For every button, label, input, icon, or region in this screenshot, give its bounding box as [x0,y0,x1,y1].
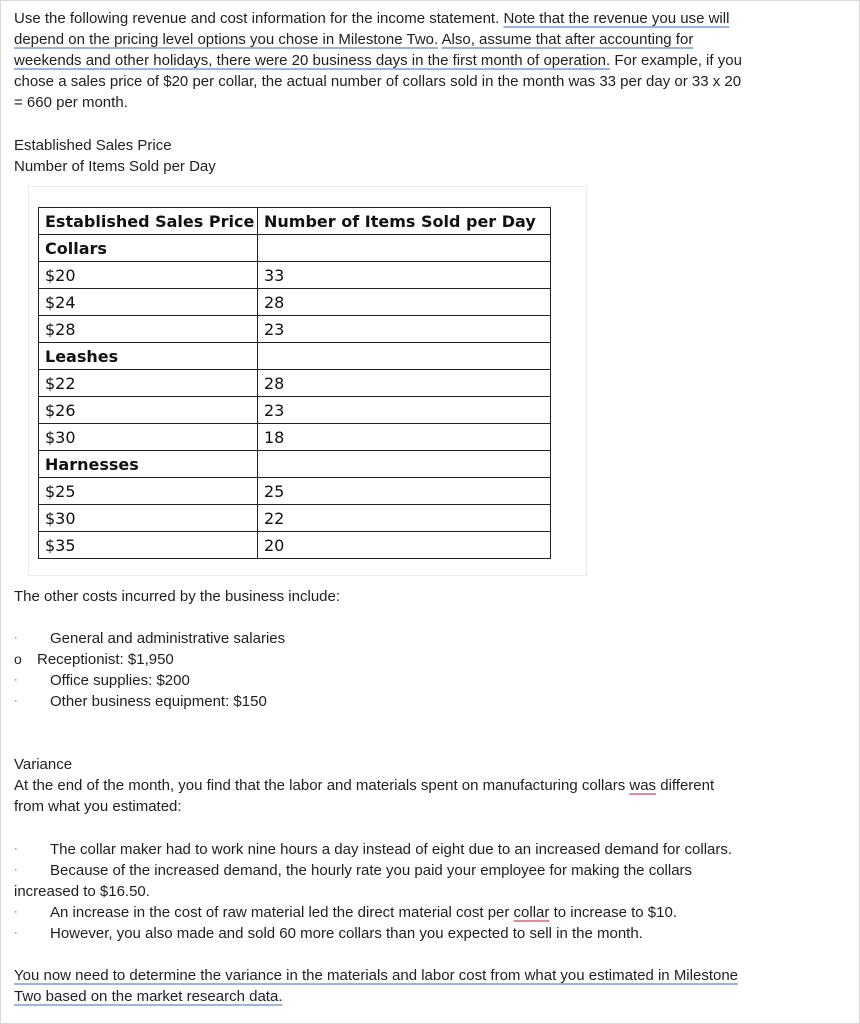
pricing-table [38,207,551,559]
empty-cell [258,343,551,370]
price-cell: $26 [39,397,258,424]
column-header: Number of Items Sold per Day [258,208,551,235]
list-item-continuation: increased to $16.50. [14,883,150,900]
label-items-per-day: Number of Items Sold per Day [14,158,216,175]
intro-paragraph [14,8,849,113]
bullet-marker: · [14,927,18,939]
variance-text: At the end of the month, you find that the labor and materials spent on manufacturing collars [14,777,630,794]
bullet-marker: · [14,864,18,876]
qty-cell: 18 [258,424,551,451]
table-row [39,532,551,559]
table-row [39,262,551,289]
bullet-marker: · [14,843,18,855]
column-header: Established Sales Price [39,208,258,235]
intro-highlight: Note that the revenue you use will [503,10,730,27]
qty-cell: 23 [258,397,551,424]
bullet-marker: · [14,906,18,918]
other-costs-intro: The other costs incurred by the business include: [14,588,341,605]
intro-text: chose a sales price of $20 per collar, the actual number of collars sold in the month was 33 per day or 33 x 20 [14,73,742,90]
table-row [39,370,551,397]
table-row [39,316,551,343]
list-item-text: An increase in the cost of raw material led the direct material cost per [50,904,514,921]
table-row [39,289,551,316]
empty-cell [258,451,551,478]
table-row [39,397,551,424]
spellcheck-word: was [629,777,657,794]
price-cell: $30 [39,424,258,451]
table-row [39,505,551,532]
intro-highlight: weekends and other holidays, there were 20 business days in the first month of operation. [14,52,611,69]
table-header-row [39,208,551,235]
list-item-text: Other business equipment: $150 [50,693,267,710]
list-item-text: Receptionist: $1,950 [37,651,174,668]
closing-text: Two based on the market research data. [14,988,283,1005]
labels-block [14,135,849,177]
intro-text: For example, if you [610,52,742,69]
intro-highlight: Also, assume that after accounting for [441,31,694,48]
list-item-text: Because of the increased demand, the hourly rate you paid your employee for making the collars [50,862,693,879]
table-row [39,424,551,451]
list-item-text: The collar maker had to work nine hours a day instead of eight due to an increased demand for collars. [50,841,733,858]
qty-cell: 33 [258,262,551,289]
price-cell: $22 [39,370,258,397]
price-cell: $20 [39,262,258,289]
bullet-marker: · [14,695,18,707]
variance-text: from what you estimated: [14,798,182,815]
variance-text: different [656,777,715,794]
intro-highlight: depend on the pricing level options you chose in Milestone Two. [14,31,439,48]
intro-text: = 660 per month. [14,94,128,111]
category-cell: Leashes [39,343,258,370]
price-cell: $28 [39,316,258,343]
qty-cell: 22 [258,505,551,532]
price-cell: $24 [39,289,258,316]
qty-cell: 20 [258,532,551,559]
bullet-marker: · [14,674,18,686]
table-category-row [39,235,551,262]
qty-cell: 23 [258,316,551,343]
list-item-text: Office supplies: $200 [50,672,190,689]
price-cell: $30 [39,505,258,532]
qty-cell: 28 [258,289,551,316]
qty-cell: 25 [258,478,551,505]
spellcheck-word: collar [513,904,550,921]
closing-text: You now need to determine the variance in the materials and labor cost from what you estimated in Milestone [14,967,739,984]
bullet-marker: · [14,632,18,644]
category-cell: Harnesses [39,451,258,478]
list-item-text: However, you also made and sold 60 more collars than you expected to sell in the month. [50,925,643,942]
price-cell: $25 [39,478,258,505]
category-cell: Collars [39,235,258,262]
table-category-row [39,343,551,370]
variance-heading: Variance [14,756,73,773]
list-item-text: General and administrative salaries [50,630,286,647]
intro-text: Use the following revenue and cost information for the income statement. [14,10,504,27]
price-cell: $35 [39,532,258,559]
label-sales-price: Established Sales Price [14,137,172,154]
empty-cell [258,235,551,262]
variance-section [14,754,849,817]
pricing-table-container [28,186,587,576]
closing-paragraph [14,965,849,1007]
table-row [39,478,551,505]
bullet-marker: o [14,651,22,667]
list-item-text: to increase to $10. [549,904,677,921]
table-category-row [39,451,551,478]
qty-cell: 28 [258,370,551,397]
